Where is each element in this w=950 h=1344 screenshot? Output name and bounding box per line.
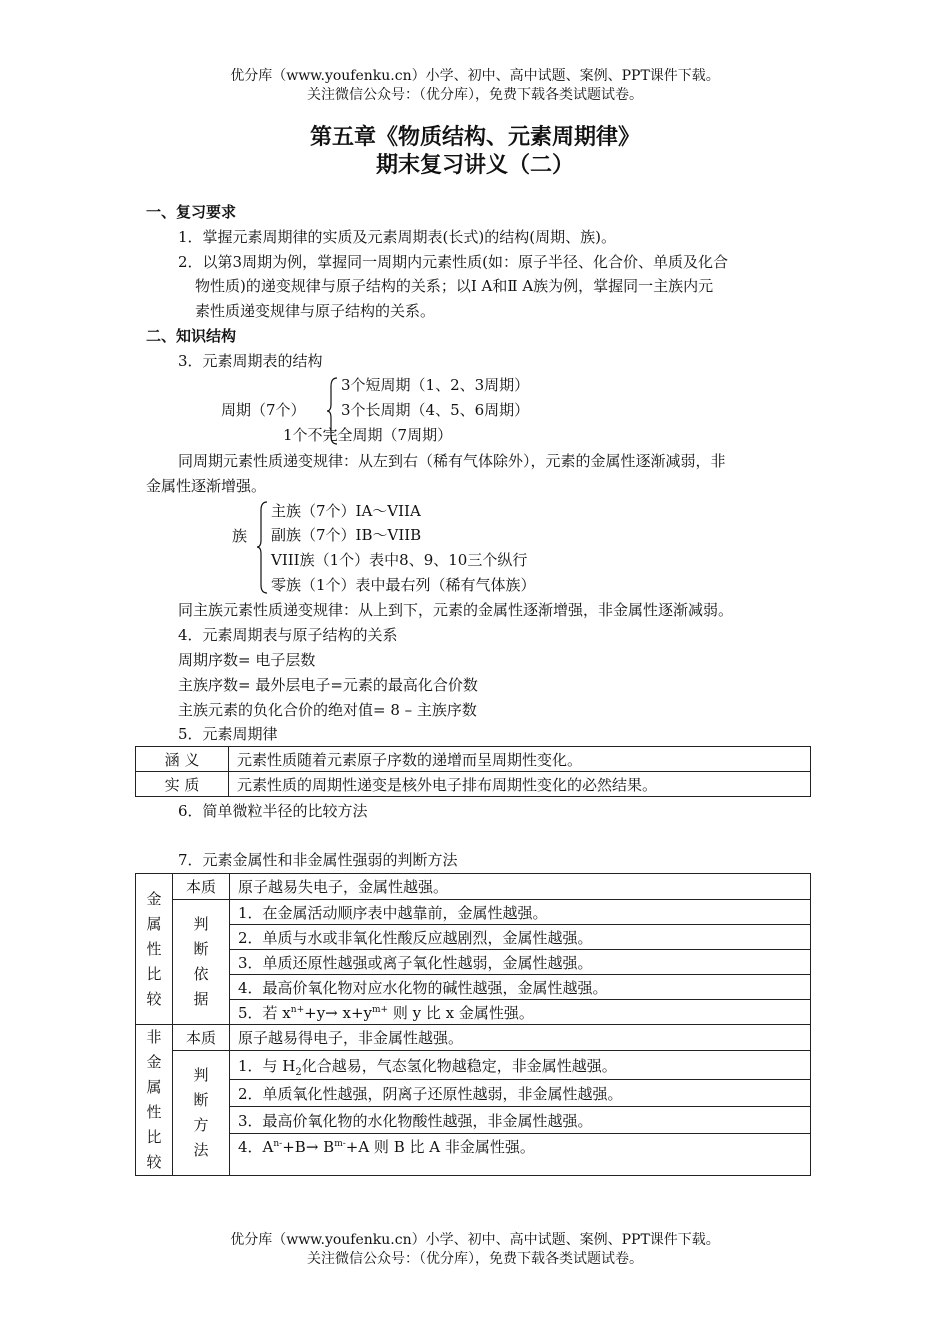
period-rule-line-1: 同周期元素性质递变规律：从左到右（稀有气体除外），元素的金属性逐渐减弱，非 (178, 452, 726, 470)
metal-criterion-3: 3．单质还原性越强或离子氧化性越弱，金属性越强。 (230, 950, 811, 975)
metal-comparison-label: 金 属 性 比 较 (136, 874, 173, 1025)
header-line-2: 关注微信公众号：（优分库），免费下载各类试题试卷。 (307, 87, 643, 103)
subheading-radius-comparison: 6．简单微粒半径的比较方法 (178, 802, 368, 820)
law-value-essence: 元素性质的周期性递变是核外电子排布周期性变化的必然结果。 (229, 772, 811, 797)
relation-main-group: 主族序数= 最外层电子=元素的最高化合价数 (178, 676, 478, 694)
nonmetal-criterion-3: 3．最高价氧化物的水化物酸性越强，非金属性越强。 (230, 1107, 811, 1134)
requirement-item-2-line-2: 物性质)的递变规律与原子结构的关系；以Ⅰ A和Ⅱ A族为例，掌握同一主族内元 (195, 277, 714, 295)
metal-essence-text: 原子越易失电子，金属性越强。 (230, 874, 811, 900)
subheading-periodic-law: 5．元素周期律 (178, 725, 278, 743)
requirement-item-2-line-3: 素性质递变规律与原子结构的关系。 (195, 302, 436, 320)
relation-period: 周期序数= 电子层数 (178, 651, 316, 669)
relation-negative-valence: 主族元素的负化合价的绝对值= 8 – 主族序数 (178, 701, 477, 719)
footer-line-1: 优分库（www.youfenku.cn）小学、初中、高中试题、案例、PPT课件下载。 (230, 1232, 720, 1248)
period-label: 周期（7个） (221, 401, 306, 419)
group-label: 族 (232, 527, 248, 545)
page-subtitle: 期末复习讲义（二） (375, 152, 574, 178)
nonmetal-method-label: 判 断 方 法 (173, 1051, 230, 1176)
group-item-sub: 副族（7个）IB～VIIB (271, 526, 422, 544)
law-key-essence: 实 质 (136, 772, 229, 797)
period-rule-line-2: 金属性逐渐增强。 (146, 477, 267, 495)
law-key-meaning: 涵 义 (136, 747, 229, 772)
nonmetal-essence-label: 本质 (173, 1025, 230, 1051)
table-row (136, 950, 811, 975)
table-row (136, 1107, 811, 1134)
subheading-metallicity-judgement: 7．元素金属性和非金属性强弱的判断方法 (178, 851, 458, 869)
header-line-1: 优分库（www.youfenku.cn）小学、初中、高中试题、案例、PPT课件下载。 (230, 68, 720, 84)
table-row (136, 925, 811, 950)
table-row (136, 772, 811, 797)
metal-criterion-1: 1．在金属活动顺序表中越靠前，金属性越强。 (230, 900, 811, 925)
table-row (136, 1080, 811, 1107)
subheading-table-atom-relation: 4．元素周期表与原子结构的关系 (178, 626, 398, 644)
nonmetal-criterion-1: 1．与 $H_2$化合越易，气态氢化物越稳定，非金属性越强。 (230, 1051, 811, 1080)
table-row (136, 975, 811, 1000)
metal-criterion-2: 2．单质与水或非氧化性酸反应越剧烈，金属性越强。 (230, 925, 811, 950)
footer-line-2: 关注微信公众号：（优分库），免费下载各类试题试卷。 (307, 1251, 643, 1267)
group-item-zero: 零族（1个）表中最右列（稀有气体族） (271, 576, 536, 594)
law-value-meaning: 元素性质随着元素原子序数的递增而呈周期性变化。 (229, 747, 811, 772)
group-item-viii: VIII族（1个）表中8、9、10三个纵行 (271, 551, 528, 569)
period-item-long: 3个长周期（4、5、6周期） (341, 401, 530, 419)
table-row (136, 747, 811, 772)
table-row (136, 1134, 811, 1176)
metal-essence-label: 本质 (173, 874, 230, 900)
periodic-law-table (135, 746, 811, 797)
period-item-incomplete: 1个不完全周期（7周期） (283, 426, 453, 444)
metal-criterion-5: 5．若 $x^{n+}+y\to x+y^{m+}$ 则 y 比 x 金属性强。 (230, 1000, 811, 1025)
table-row (136, 900, 811, 925)
table-row (136, 1051, 811, 1080)
period-item-short: 3个短周期（1、2、3周期） (341, 376, 530, 394)
group-rule: 同主族元素性质递变规律：从上到下，元素的金属性逐渐增强，非金属性逐渐减弱。 (178, 601, 734, 619)
nonmetal-criterion-4: 4．$A^{n-}+B\to B^{m-}+A$ 则 B 比 A 非金属性强。 (230, 1134, 811, 1176)
table-row (136, 1000, 811, 1025)
nonmetal-comparison-label: 非 金 属 性 比 较 (136, 1025, 173, 1176)
metal-judge-label: 判 断 依 据 (173, 900, 230, 1025)
metal-criterion-4: 4．最高价氧化物对应水化物的碱性越强，金属性越强。 (230, 975, 811, 1000)
metallicity-table (135, 873, 811, 1176)
nonmetal-criterion-2: 2．单质氧化性越强，阴离子还原性越弱，非金属性越强。 (230, 1080, 811, 1107)
table-row (136, 1025, 811, 1051)
section-heading-knowledge: 二、知识结构 (146, 327, 237, 345)
table-row (136, 874, 811, 900)
group-brace-icon (256, 500, 270, 595)
section-heading-requirements: 一、复习要求 (146, 203, 237, 221)
nonmetal-essence-text: 原子越易得电子，非金属性越强。 (230, 1025, 811, 1051)
requirement-item-1: 1．掌握元素周期律的实质及元素周期表(长式)的结构(周期、族)。 (178, 228, 616, 246)
group-item-main: 主族（7个）IA～VIIA (271, 502, 421, 520)
page-title: 第五章《物质结构、元素周期律》 (309, 124, 640, 150)
requirement-item-2-line-1: 2．以第3周期为例，掌握同一周期内元素性质(如：原子半径、化合价、单质及化合 (178, 253, 728, 271)
subheading-periodic-table-structure: 3．元素周期表的结构 (178, 352, 323, 370)
